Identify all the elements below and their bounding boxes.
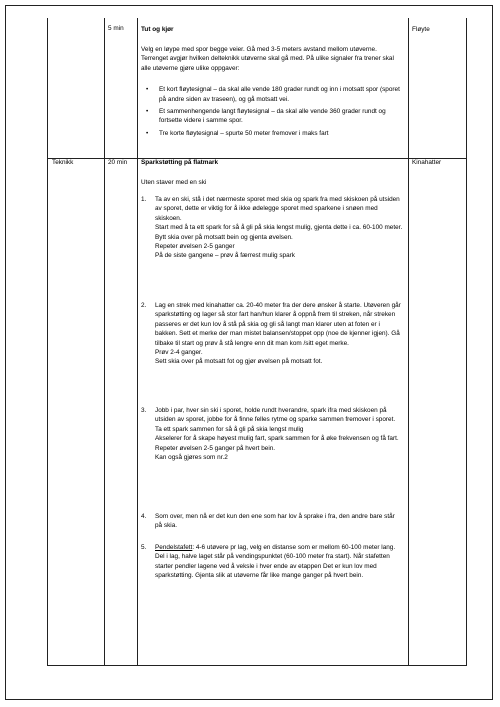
item-line: Lag en strek med kinahatter ca. 20-40 meter fra der dere ønsker å starte. Utøveren går sparkstøtting og lager så stor fart han/hun klarer å oppnå frem til streken, når streken passeres er det kun lov å stå på skia og gli så langt man klarer uten at foten er i bakken. Sett et merke der man mistet balansen/stoppet opp (noe de kjenner igjen). Gå tilbake til start og prøv å stå lengre enn dit man kom /sitt eget merke.	[155, 302, 401, 347]
item-number: 4.	[141, 513, 147, 520]
item-line: Prøv 2-4 ganger.	[155, 349, 203, 357]
item-4	[141, 512, 403, 531]
item-lead-title: Pendelstafett	[155, 544, 193, 551]
item-number: 5.	[141, 544, 147, 551]
row1-time: 5 min	[108, 25, 124, 32]
item-line: Repeter øvelsen 2-5 ganger på hvert bein.	[155, 444, 276, 452]
item-line: Jobb i par, hver sin ski i sporet, holde rundt hverandre, spark ifra med skiskoen på utsiden av sporet, jobbe for å finne felles rytme og sparke sammen fremover i sporet.	[155, 407, 396, 424]
row2-time: 20 min	[108, 159, 128, 166]
item-2	[141, 301, 403, 367]
row1-bullet-list	[141, 85, 403, 138]
item-number: 3.	[141, 407, 147, 414]
row1-intro: Velg en løype med spor begge veier. Gå med 3-5 meters avstand mellom utøverne. Terrenget avgjør hvilken delteknikk utøverne skal gå med. På ulike signaler fra trener skal alle utøverne gjøre ulike oppgaver:	[141, 46, 394, 72]
table-col-divider	[104, 18, 105, 665]
bullet-icon: •	[146, 108, 149, 116]
table-col-divider	[137, 18, 138, 665]
list-item	[141, 195, 403, 261]
list-item	[141, 107, 403, 126]
bullet-text: Tre korte fløytesignal – spurte 50 meter fremover i maks fart	[159, 129, 329, 137]
item-line: Repeter øvelsen 2-5 ganger	[155, 243, 235, 251]
table-bottom-border	[47, 665, 467, 666]
list-item	[141, 85, 403, 104]
item-5	[141, 543, 403, 581]
table-col-divider	[408, 18, 409, 665]
table-col-divider	[47, 18, 48, 665]
item-line: Start med å ta ett spark for så å gli på skia lengst mulig, gjenta dette i ca. 60-100 meter.	[155, 224, 403, 232]
row2-subtitle: Uten staver med en ski	[141, 179, 207, 186]
bullet-icon: •	[146, 86, 149, 94]
row2-category: Teknikk	[52, 159, 74, 166]
item-line: Kan også gjøres som nr.2	[155, 454, 228, 462]
item-line: Bytt skia over på motsatt bein og gjenta øvelsen.	[155, 233, 293, 241]
item-line	[155, 543, 403, 581]
list-item	[141, 543, 403, 581]
list-item	[141, 406, 403, 462]
item-line: Ta av en ski, stå i det nærmeste sporet med skia og spark fra med skiskoen på utsiden av sporet, dette er viktig for å ikke ødelegge sporet med sparkene i snøen med skiskoen.	[155, 196, 400, 222]
bullet-icon: •	[146, 129, 149, 137]
item-3	[141, 406, 403, 462]
row1-content	[141, 45, 403, 141]
item-line: Som over, men nå er det kun den ene som har lov å sprake i fra, den andre bare står på skia.	[155, 513, 395, 530]
row1-equipment: Fløyte	[412, 26, 430, 33]
item-number: 1.	[141, 196, 147, 203]
row2-equipment: Kinahatter	[412, 159, 442, 166]
item-line: Ta ett spark sammen for så å gli på skia lengst mulig	[155, 425, 304, 433]
item-line-text: : 4-6 utøvere pr lag, velg en distanse som er mellom 60-100 meter lang. Del i lag, halve laget står på vendingspunktet (60-100 meter fra start). Når stafetten starter pendler lagene ved å veksle i hver ende av etappen Det er kun lov med sparkstøtting. Gjenta slik at utøverne får like mange ganger på hvert bein.	[155, 544, 396, 580]
item-number: 2.	[141, 302, 147, 309]
item-line: Sett skia over på motsatt fot og gjør øvelsen på motsatt fot.	[155, 358, 323, 366]
row2-title: Sparkstøtting på flatmark	[141, 159, 219, 166]
list-item	[141, 301, 403, 367]
item-1	[141, 195, 403, 261]
list-item	[141, 129, 403, 138]
row1-title: Tut og kjør	[141, 26, 174, 33]
list-item	[141, 512, 403, 531]
item-line: Akselerer for å skape høyest mulig fart, spark sammen for å øke frekvensen og få fart.	[155, 435, 399, 443]
bullet-text: Et sammenhengende langt fløytesignal – da skal alle vende 360 grader rundt og fortsette videre i samme spor.	[159, 108, 386, 125]
item-line: På de siste gangene – prøv å færrest mulig spark	[155, 252, 295, 260]
table-col-divider	[466, 18, 467, 665]
bullet-text: Et kort fløytesignal – da skal alle vende 180 grader rundt og inn i motsatt spor (sporet på andre siden av traseen), og gå motsatt vei.	[159, 86, 400, 103]
